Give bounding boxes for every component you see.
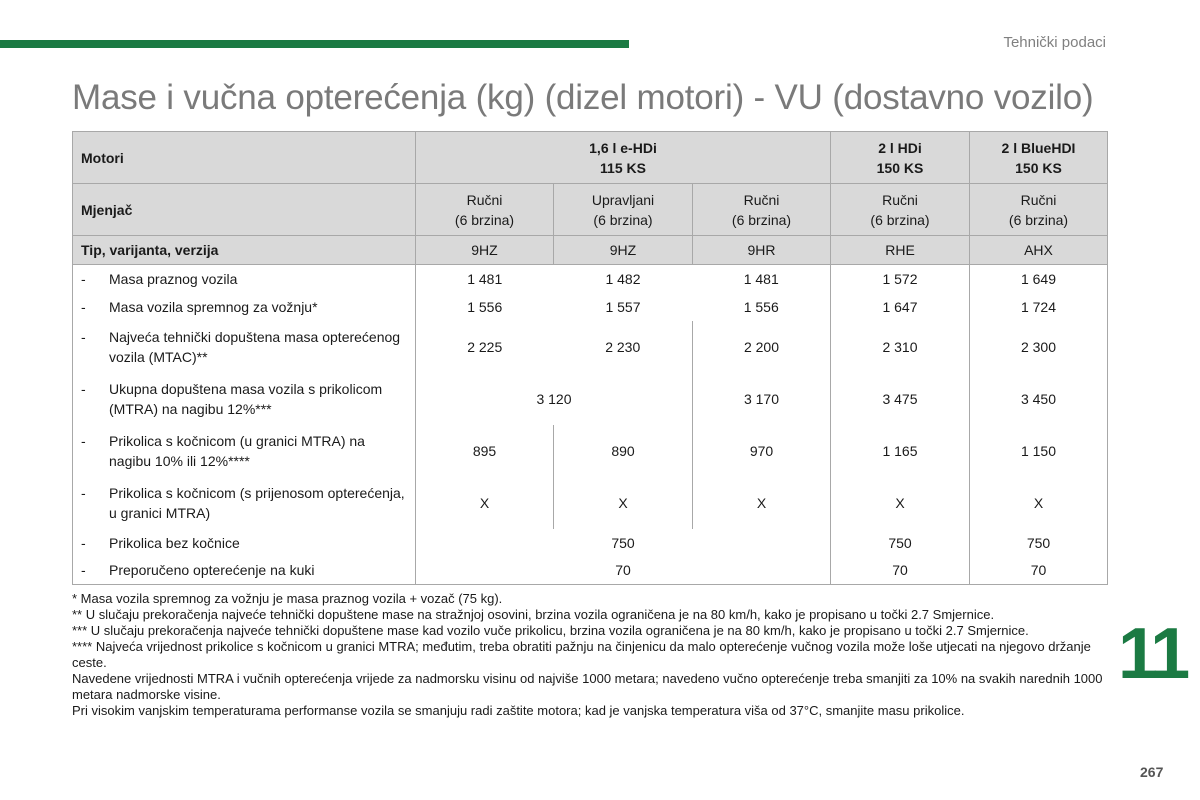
value-cell: 1 481: [693, 265, 831, 293]
table-row: [73, 293, 1108, 321]
gearbox-cell: Ručni (6 brzina): [416, 184, 554, 236]
row-label: - Masa praznog vozila: [73, 265, 416, 293]
value-cell: 1 556: [467, 298, 503, 315]
row-label: - Prikolica s kočnicom (u granici MTRA) na nagibu 10% ili 12%****: [73, 425, 416, 477]
footnote: ** U slučaju prekoračenja najveće tehnički dopuštene mase na stražnjoj osovini, brzina vozila ograničena je na 80 km/h, kako je propisano u točki 2.7 Smjernice.: [72, 607, 995, 622]
table-row: [73, 477, 1108, 529]
row-dash: -: [81, 432, 86, 449]
type-cell: RHE: [831, 236, 970, 265]
row-label: - Preporučeno opterećenje na kuki: [73, 557, 416, 585]
value-cell: 1 572: [831, 265, 970, 293]
engine-group-3: 2 l BlueHDI 150 KS: [970, 132, 1108, 184]
type-cell: 9HZ: [554, 236, 693, 265]
header-accent-bar: [0, 40, 629, 48]
row-dash: -: [81, 298, 86, 315]
value-cell: 750: [831, 529, 970, 557]
row-label: - Prikolica bez kočnice: [73, 529, 416, 557]
footnote: *** U slučaju prekoračenja najveće tehnički dopuštene mase kad vozilo vuče prikolicu, brzina vozila ograničena je na 80 km/h, kako je propisano u točki 2.7 Smjernice.: [72, 623, 1029, 638]
value-cell: 70: [831, 557, 970, 585]
table-row: [73, 529, 1108, 557]
gearbox-label: Mjenjač: [73, 184, 416, 236]
table-row: [73, 321, 1108, 373]
value-cell: 970: [693, 425, 831, 477]
mass-table: [72, 131, 1108, 585]
value-cell: 750: [416, 529, 831, 557]
value-cell: 1 724: [970, 293, 1108, 321]
row-dash: -: [81, 270, 86, 287]
value-cell: X: [554, 477, 693, 529]
row-dash: -: [81, 562, 86, 579]
footnote: Navedene vrijednosti MTRA i vučnih opterećenja vrijede za nadmorsku visinu od najviše 1000 metara; navedeno vučno opterećenje treba smanjiti za 10% na svakih narednih 1000 metara nadmorske visine.: [72, 671, 1103, 702]
value-cell: 1 649: [970, 265, 1108, 293]
gearbox-cell: Ručni (6 brzina): [693, 184, 831, 236]
value-cell: 2 230: [554, 321, 693, 373]
gearbox-cell: Upravljani (6 brzina): [554, 184, 693, 236]
value-cell: 70: [970, 557, 1108, 585]
value-cell: 1 647: [831, 293, 970, 321]
chapter-number: 11: [1118, 614, 1187, 694]
value-cell: 3 120: [416, 373, 693, 425]
row-label: - Ukupna dopuštena masa vozila s prikolicom (MTRA) na nagibu 12%***: [73, 373, 416, 425]
page-number: 267: [1140, 764, 1164, 780]
value-cell: 70: [416, 557, 831, 585]
value-cell: 750: [970, 529, 1108, 557]
value-cell: 2 300: [970, 321, 1108, 373]
value-cell: X: [970, 477, 1108, 529]
value-cell: 3 170: [693, 373, 831, 425]
row-dash: -: [81, 534, 86, 551]
engine-row: [73, 132, 1108, 184]
value-cell: 890: [554, 425, 693, 477]
row-label: - Masa vozila spremnog za vožnju*: [73, 293, 416, 321]
footnote: * Masa vozila spremnog za vožnju je masa praznog vozila + vozač (75 kg).: [72, 591, 503, 606]
type-cell: 9HR: [693, 236, 831, 265]
value-cell: X: [416, 477, 554, 529]
value-cell: 2 225: [467, 338, 503, 355]
engine-group-2: 2 l HDi 150 KS: [831, 132, 970, 184]
gearbox-cell: Ručni (6 brzina): [970, 184, 1108, 236]
gearbox-row: [73, 184, 1108, 236]
table-row: [73, 557, 1108, 585]
table-row: [73, 373, 1108, 425]
footnote: **** Najveća vrijednost prikolice s kočnicom u granici MTRA; međutim, treba obratiti pažnju na činjenicu da malo opterećenje vučnog vozila može loše utjecati na njegovo držanje ceste.: [72, 639, 1091, 670]
type-label: Tip, varijanta, verzija: [73, 236, 416, 265]
value-cell: 1 481: [467, 270, 503, 287]
engine-group-1: 1,6 l e-HDi 115 KS: [416, 132, 831, 184]
value-cell: 2 310: [831, 321, 970, 373]
footnotes: [72, 591, 1112, 719]
value-cell: X: [693, 477, 831, 529]
row-dash: -: [81, 380, 86, 397]
table-row: [73, 425, 1108, 477]
type-cell: AHX: [970, 236, 1108, 265]
gearbox-cell: Ručni (6 brzina): [831, 184, 970, 236]
row-label: - Prikolica s kočnicom (s prijenosom opterećenja, u granici MTRA): [73, 477, 416, 529]
engine-label: Motori: [73, 132, 416, 184]
value-cell: 895: [416, 425, 554, 477]
value-cell: 1 557: [605, 298, 641, 315]
footnote: Pri visokim vanjskim temperaturama performanse vozila se smanjuju radi zaštite motora; kad je vanjska temperatura viša od 37°C, smanjite masu prikolice.: [72, 703, 965, 718]
value-cell: 1 482: [605, 270, 641, 287]
value-cell: 1 165: [831, 425, 970, 477]
table-row: [73, 265, 1108, 293]
section-title: Tehnički podaci: [1003, 34, 1106, 51]
row-dash: -: [81, 328, 86, 345]
value-cell: 3 450: [970, 373, 1108, 425]
value-cell: 2 200: [693, 321, 831, 373]
value-cell: X: [831, 477, 970, 529]
value-cell: 1 556: [693, 293, 831, 321]
type-cell: 9HZ: [416, 236, 554, 265]
value-cell: 1 150: [970, 425, 1108, 477]
row-dash: -: [81, 484, 86, 501]
page-title: Mase i vučna opterećenja (kg) (dizel motori) - VU (dostavno vozilo): [72, 78, 1094, 117]
value-cell: 3 475: [831, 373, 970, 425]
type-row: [73, 236, 1108, 265]
row-label: - Najveća tehnički dopuštena masa opterećenog vozila (MTAC)**: [73, 321, 416, 373]
